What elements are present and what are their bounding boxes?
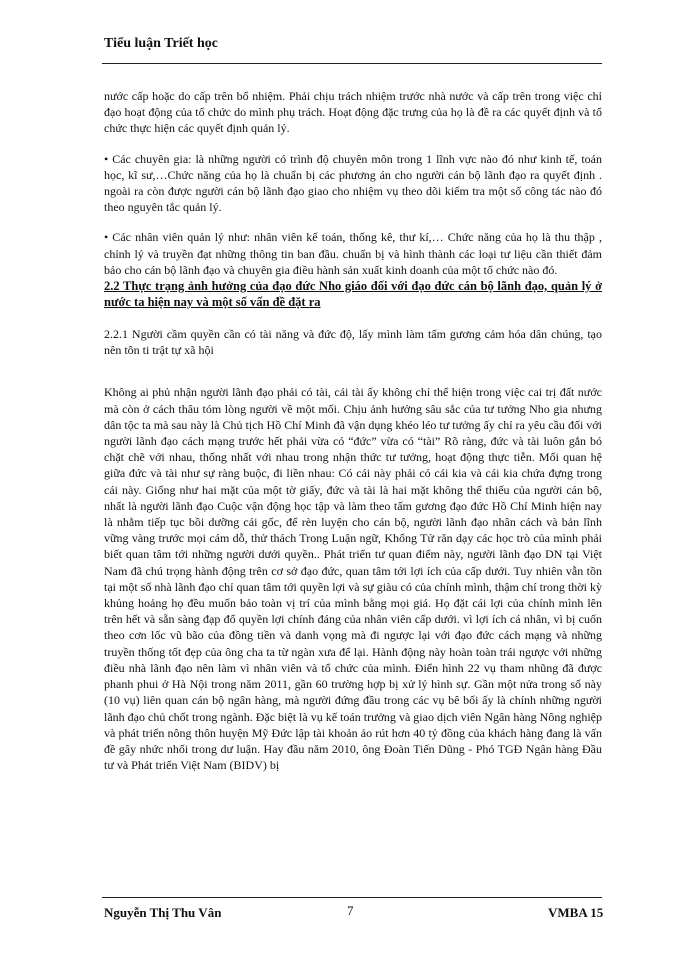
subsection-heading: 2.2.1 Người cầm quyền cần có tài năng và đức độ, lấy mình làm tấm gương cảm hóa dân chúng, tạo nên tôn ti trật tự xã hội: [104, 327, 602, 358]
footer-rule: [102, 897, 602, 898]
page-number: 7: [347, 903, 354, 918]
footer-author: Nguyễn Thị Thu Vân: [104, 905, 222, 920]
footer-course: VMBA 15: [548, 905, 604, 920]
page-content: [104, 88, 602, 773]
body-paragraph: Không ai phủ nhận người lãnh đạo phải có tài, cái tài ấy không chỉ thể hiện trong việc cai trị đất nước mà còn ở cách thâu tóm lòng người về một mối. Chịu ảnh hưởng sâu sắc của tư tưởng Nho gia nhưng dân tộc ta mà sau này là Chủ tịch Hồ Chí Minh đã vận dụng khéo léo tư tưởng ấy chỉ ra yêu cầu đối với người lãnh đạo cách mạng trước hết phải vừa có “đức” vừa có “tài” Rõ ràng, đức và tài luôn gắn bó chặt chẽ với nhau, thống nhất với nhau trong nhận thức tư tưởng, hoạt động thực tiễn. Mối quan hệ giữa đức và tài như sự ràng buộc, đi liền nhau: Có cái này phải có cái kia và cái kia chứa đựng trong cái này. Giống như hai mặt của một tờ giấy, đức và tài là hai mặt không thể thiếu của người cán bộ, nhất là người lãnh đạo Cuộc vận động học tập và làm theo tấm gương đạo đức Hồ Chí Minh hiện nay là nhằm tiếp tục bồi dưỡng cái gốc, để rèn luyện cho cán bộ, người lãnh đạo nhân cách và bản lĩnh vững vàng trước mọi cám dỗ, thử thách Trong Luận ngữ, Khổng Tử răn dạy các học trò của mình phải biết quan tâm tới những người dưới quyền.. Phát triển tư quan điểm này, người lãnh đạo DN tại Việt Nam đã chú trọng hành động trên cơ sở đạo đức, quan tâm tới lợi ích của cấp dưới. Tuy nhiên vẫn tồn tại một số nhà lãnh đạo chỉ quan tâm tới quyền lợi và sự giàu có của chính mình, thậm chí trong thời kỳ khủng hoảng họ đều muốn bảo toàn vị trí của mình bằng mọi giá. Họ đặt cái lợi của chính mình lên trên hết và sẵn sàng đạp đổ quyền lợi chính đáng của nhân viên cấp dưới. vì lợi ích cá nhân, vì bị cuốn theo cơn lốc vũ bão của đồng tiền và danh vọng mà đi ngược lại với đạo đức cách mạng và những truyền thống tốt đẹp của ông cha ta từ ngàn xưa để lại. Hành động này hoàn toàn trái ngược với những điều nhà lãnh đạo nên làm vì nhân viên và tổ chức của mình. Điển hình 22 vụ tham nhũng đã được phanh phui ở Hà Nội trong năm 2011, gần 60 trường hợp bị xử lý hình sự. Gần một nửa trong số này (10 vụ) liên quan cán bộ ngân hàng, mà người đứng đầu trong các vụ bê bối ấy là chính những người lãnh đạo chủ chốt trong ngành. Đặc biệt là vụ kế toán trưởng và giao dịch viên Ngân hàng Nông nghiệp và phát triển nông thôn huyện Mỹ Đức lập tài khoản ảo rút hơn 40 tỷ đồng của khách hàng đang là vấn đề gây nhức nhối trong dư luận. Hay đầu năm 2010, ông Đoàn Tiến Dũng - Phó TGĐ Ngân hàng Đầu tư và Phát triển Việt Nam (BIDV) bị: [104, 385, 602, 773]
bullet-experts: • Các chuyên gia: là những người có trình độ chuyên môn trong 1 lĩnh vực nào đó như kinh tế, toán học, kĩ sư,…Chức năng của họ là chuẩn bị các phương án cho người cán bộ lãnh đạo ra quyết định . ngoài ra còn được người cán bộ lãnh đạo giao cho nhiệm vụ theo dõi kiểm tra một số công tác nào đó theo nguyên tắc quản lý.: [104, 151, 602, 215]
header-rule: [102, 63, 602, 64]
bullet-staff: • Các nhân viên quản lý như: nhân viên kế toán, thống kê, thư kí,… Chức năng của họ là thu thập , chỉnh lý và truyền đạt những thông tin ban đầu. chuẩn bị và hình thành các loại tư liệu cần thiết đảm bảo cho cán bộ lãnh đạo và chuyên gia điều hành sản xuất kinh doanh của một tổ chức nào đó.: [104, 230, 602, 277]
document-header-title: Tiểu luận Triết học: [104, 36, 218, 51]
section-heading: 2.2 Thực trạng ảnh hưởng của đạo đức Nho giáo đối với đạo đức cán bộ lãnh đạo, quản lý ở nước ta hiện nay và một số vấn đề đặt ra: [104, 279, 602, 310]
intro-paragraph: nước cấp hoặc do cấp trên bổ nhiệm. Phải chịu trách nhiệm trước nhà nước và cấp trên trong việc chỉ đạo hoạt động của tổ chức do mình phụ trách. Hoạt động đặc trưng của họ là đề ra các quyết định và tổ chức thực hiện các quyết định quản lý.: [104, 89, 602, 136]
